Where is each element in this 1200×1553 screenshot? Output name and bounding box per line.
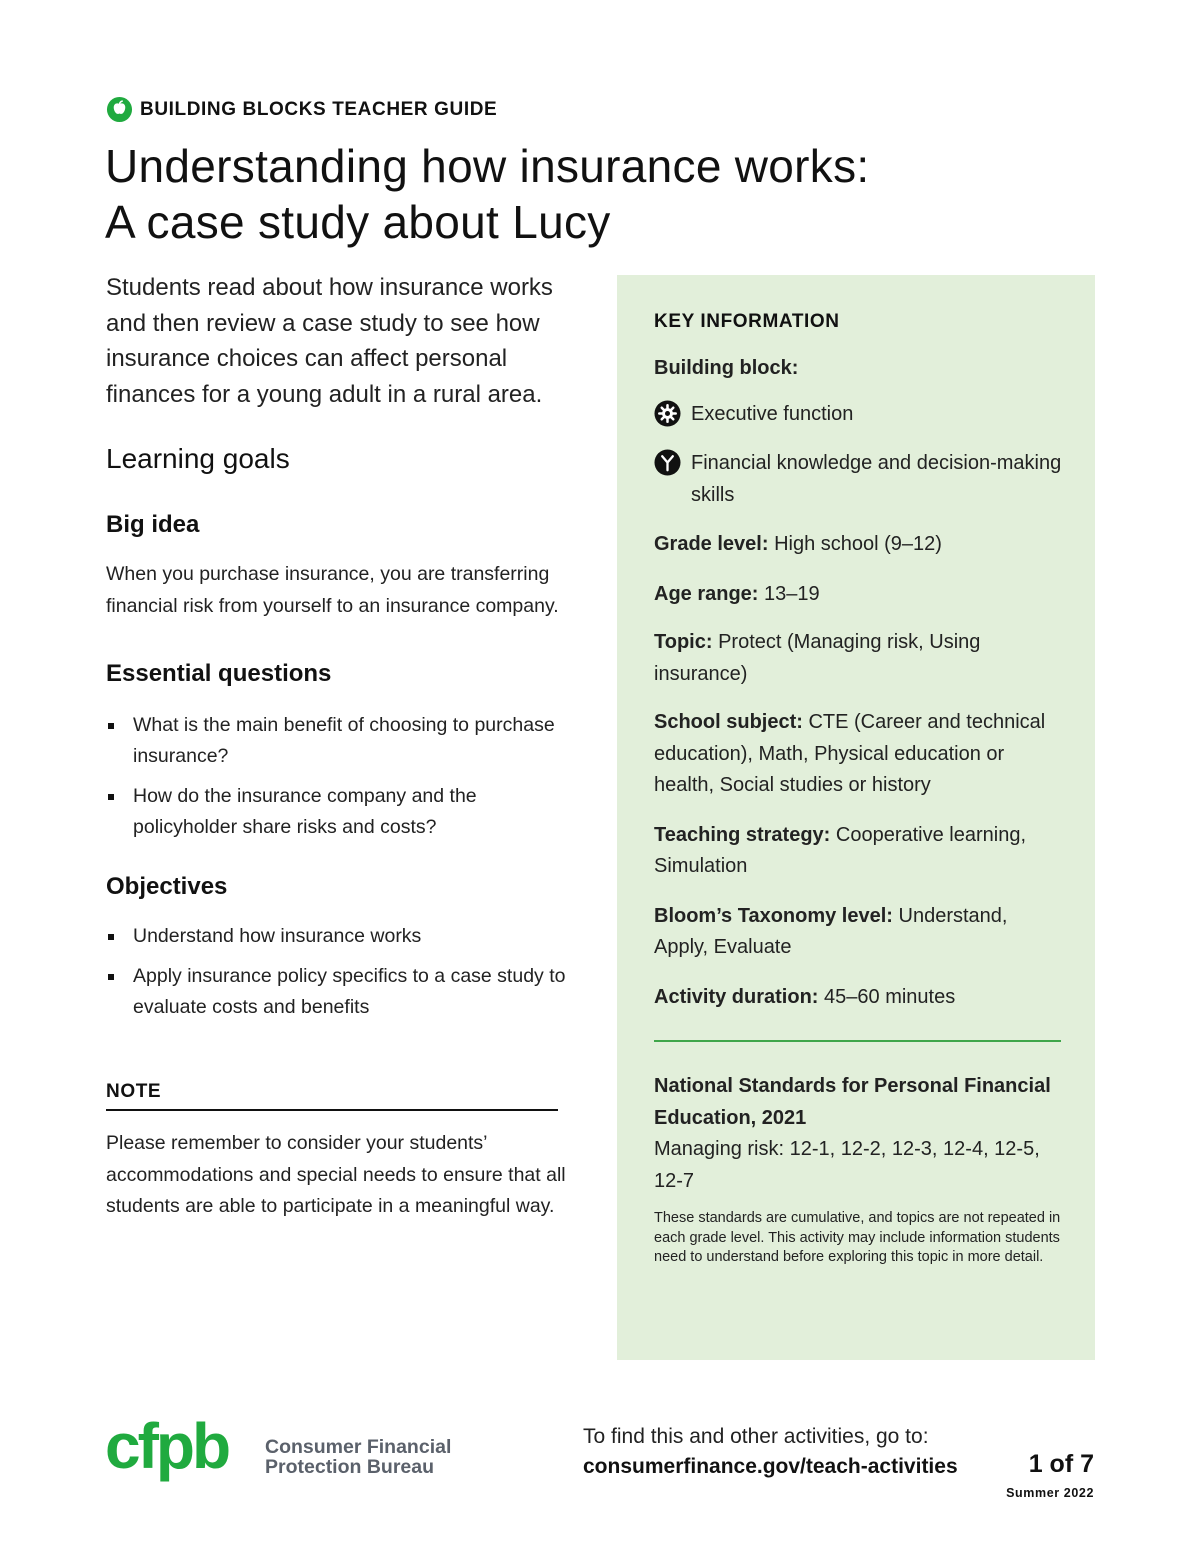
school-subject <box>654 707 1064 802</box>
objectives-list <box>106 921 586 1023</box>
logo-name-line-1: Consumer Financial <box>265 1436 452 1458</box>
school-subject-value: CTE (Career and technical education), Math, Physical education or health, Social studies or history <box>654 711 1046 796</box>
standards-fine-print: These standards are cumulative, and topics are not repeated in each grade level. This activity may include information students need to understand before exploring this topic in more detail. <box>654 1210 1061 1265</box>
cfpb-logo-mark <box>105 1420 249 1494</box>
objectives-heading: Objectives <box>106 873 228 900</box>
age-range-label: Age range: <box>654 582 759 605</box>
list-item <box>106 781 586 843</box>
logo-mark-text: cfpb <box>105 1420 229 1482</box>
big-idea-text: When you purchase insurance, you are transferring financial risk from yourself to an insurance company. <box>106 563 559 617</box>
question-text: What is the main benefit of choosing to purchase insurance? <box>133 714 555 767</box>
essential-questions-list <box>106 710 586 843</box>
blooms-level <box>654 901 1064 964</box>
eyebrow-label: BUILDING BLOCKS TEACHER GUIDE <box>140 98 498 120</box>
building-block-item <box>654 448 1064 511</box>
branch-icon <box>654 449 681 476</box>
find-activities-text: To find this and other activities, go to: <box>583 1425 929 1448</box>
duration-label: Activity duration: <box>654 985 819 1008</box>
note-text: Please remember to consider your students’ accommodations and special needs to ensure that all students are able to participate in a meaningful way. <box>106 1132 566 1217</box>
list-item <box>106 921 586 952</box>
teaching-strategy <box>654 820 1064 883</box>
logo-name <box>265 1437 451 1477</box>
page-title <box>105 138 1105 250</box>
title-line-2: A case study about Lucy <box>105 196 611 248</box>
bullet-icon <box>108 794 114 800</box>
building-block-text: Financial knowledge and decision-making skills <box>691 452 1062 506</box>
left-column <box>106 270 586 1223</box>
age-range <box>654 579 1064 611</box>
grade-level-label: Grade level: <box>654 533 769 555</box>
bullet-icon <box>108 934 114 940</box>
guide-eyebrow <box>106 96 497 123</box>
edition-date: Summer 2022 <box>1006 1486 1094 1500</box>
building-block-item <box>654 399 1064 431</box>
key-information-panel <box>617 275 1095 1360</box>
grade-level <box>654 529 1064 561</box>
grade-level-value: High school (9–12) <box>774 533 942 555</box>
activities-link[interactable]: consumerfinance.gov/teach-activities <box>583 1455 958 1478</box>
standards-heading: National Standards for Personal Financial Education, 2021 <box>654 1075 1051 1129</box>
blooms-value: Understand, Apply, Evaluate <box>654 904 1008 958</box>
bullet-icon <box>108 723 114 729</box>
title-line-1: Understanding how insurance works: <box>105 140 870 192</box>
building-block-label: Building block: <box>654 357 799 379</box>
activity-duration <box>654 982 1064 1014</box>
footer-link-block <box>583 1422 958 1482</box>
question-text: How do the insurance company and the policyholder share risks and costs? <box>133 785 477 838</box>
gear-icon <box>654 400 681 427</box>
teaching-strategy-value: Cooperative learning, Simulation <box>654 823 1027 877</box>
objective-text: Apply insurance policy specifics to a case study to evaluate costs and benefits <box>133 965 566 1018</box>
essential-questions-heading: Essential questions <box>106 660 332 687</box>
note-heading: NOTE <box>106 1081 558 1111</box>
intro-paragraph: Students read about how insurance works and then review a case study to see how insurance choices can affect personal finances for a young adult in a rural area. <box>106 274 553 408</box>
blooms-label: Bloom’s Taxonomy level: <box>654 904 893 927</box>
school-subject-label: School subject: <box>654 711 803 733</box>
learning-goals-heading: Learning goals <box>106 443 290 474</box>
objective-text: Understand how insurance works <box>133 925 422 947</box>
bullet-icon <box>108 974 114 980</box>
key-information-heading: KEY INFORMATION <box>654 311 840 332</box>
list-item <box>106 710 586 772</box>
duration-value: 45–60 minutes <box>824 985 956 1008</box>
page-number: 1 of 7 <box>1028 1450 1094 1478</box>
big-idea-heading: Big idea <box>106 511 200 538</box>
standards-value: Managing risk: 12-1, 12-2, 12-3, 12-4, 12-5, 12-7 <box>654 1138 1040 1192</box>
age-range-value: 13–19 <box>764 582 820 605</box>
list-item <box>106 961 586 1023</box>
teaching-strategy-label: Teaching strategy: <box>654 823 831 846</box>
topic-value: Protect (Managing risk, Using insurance) <box>654 631 981 685</box>
logo-name-line-2: Protection Bureau <box>265 1456 435 1478</box>
topic <box>654 627 1064 690</box>
apple-icon <box>106 96 133 123</box>
divider <box>654 1040 1061 1042</box>
cfpb-logo <box>105 1420 451 1494</box>
building-block-text: Executive function <box>691 402 854 425</box>
topic-label: Topic: <box>654 631 713 653</box>
